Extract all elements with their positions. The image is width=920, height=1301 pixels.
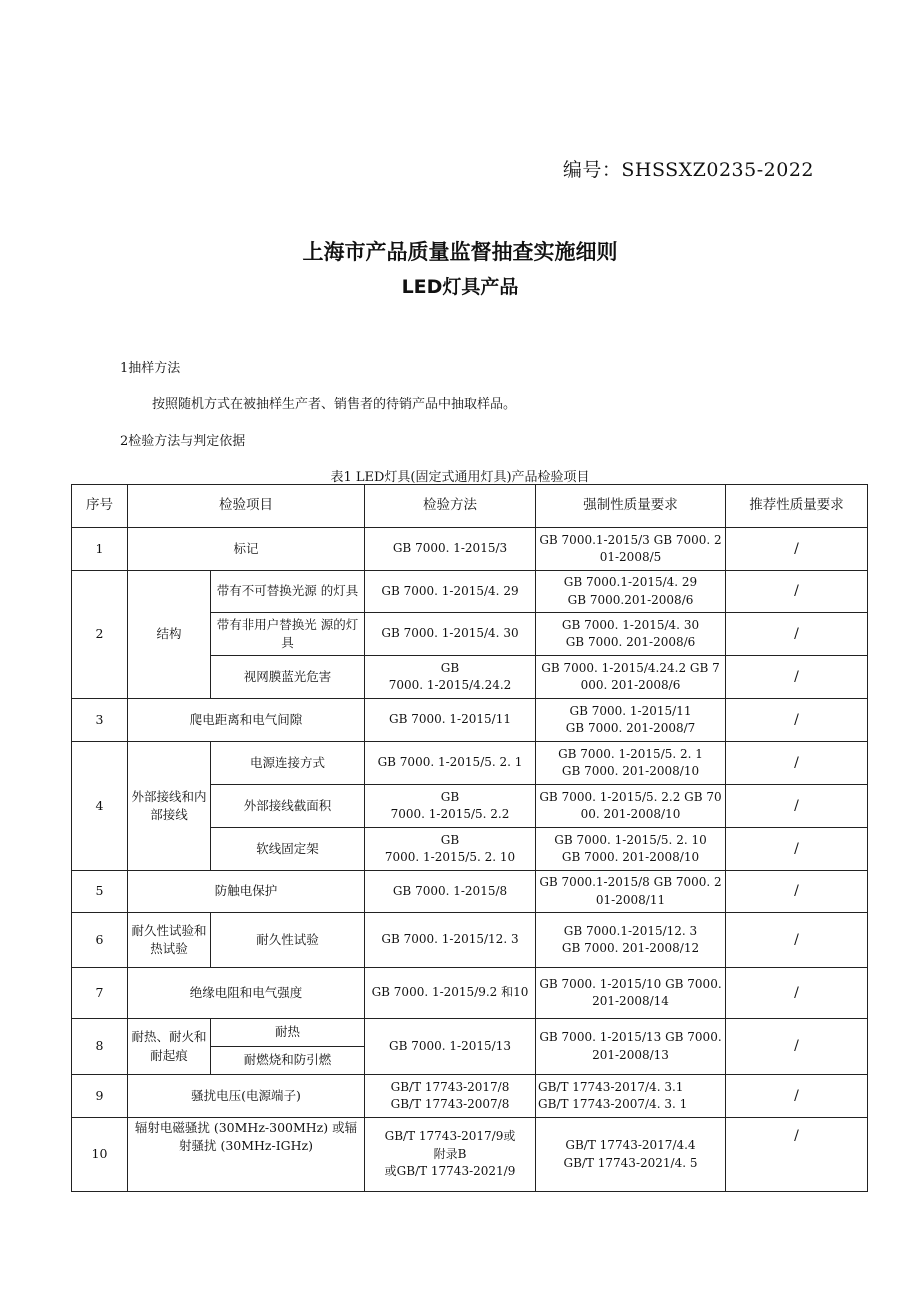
recommended-requirement: / [726,699,868,742]
section-2-heading: 2检验方法与判定依据 [120,434,246,449]
item-group: 外部接线和内部接线 [128,742,211,871]
requirement-line: GB 7000. 201-2008/12 [561,941,700,955]
row-number: 1 [72,528,128,571]
method [365,1075,536,1118]
mandatory-requirement [536,613,726,656]
table-row [72,968,868,1019]
mandatory-requirement [536,742,726,785]
table-row [72,1019,868,1047]
header-mandatory: 强制性质量要求 [536,485,726,528]
document-title: 上海市产品质量监督抽查实施细则 [302,240,618,264]
sub-item: 带有非用户替换光 源的灯具 [211,613,365,656]
sub-item: 电源连接方式 [211,742,365,785]
method: GB 7000. 1-2015/3 [365,528,536,571]
method [365,656,536,699]
item-name: 绝缘电阻和电气强度 [128,968,365,1019]
method: GB 7000. 1-2015/8 [365,871,536,913]
requirement-line: GB 7000. 1-2015/5. 2. 10 [554,832,707,847]
section-1-heading: 1抽样方法 [120,361,181,376]
method-line: 7000. 1-2015/5. 2. 10 [384,850,516,864]
method-line: GB/T 17743-2007/8 [390,1097,510,1111]
mandatory-requirement: GB 7000. 1-2015/4.24.2 GB 7000. 201-2008/6 [536,656,726,699]
requirement-line: GB 7000.1-2015/4. 29 [563,575,698,590]
item-group: 耐热、耐火和耐起痕 [128,1019,211,1075]
item-group: 结构 [128,571,211,699]
item-name: 防触电保护 [128,871,365,913]
method: GB 7000. 1-2015/4. 29 [365,571,536,613]
recommended-requirement: / [726,571,868,613]
method-line: 附录B [433,1146,467,1161]
row-number: 10 [72,1118,128,1192]
method-line: GB [440,660,460,675]
method [365,828,536,871]
requirement-line: GB 7000. 1-2015/4. 30 [561,617,700,632]
recommended-requirement: / [726,913,868,968]
recommended-requirement: / [726,785,868,828]
mandatory-requirement: GB 7000. 1-2015/5. 2.2 GB 7000. 201-2008/10 [536,785,726,828]
header-item: 检验项目 [128,485,365,528]
table-row [72,742,868,785]
document-number: 编号：SHSSXZ0235-2022 [562,159,814,181]
recommended-requirement: / [726,1075,868,1118]
document-subtitle: LED灯具产品 [401,276,519,298]
item-name: 爬电距离和电气间隙 [128,699,365,742]
requirement-line: GB/T 17743-2017/4. 3.1 [538,1079,684,1094]
inspection-items-table [71,484,868,1192]
method [365,785,536,828]
method-line: GB [440,789,460,804]
recommended-requirement: / [726,742,868,785]
row-number: 9 [72,1075,128,1118]
method-line: GB/T 17743-2017/8 [390,1079,510,1094]
recommended-requirement: / [726,528,868,571]
table-row [72,699,868,742]
table-caption: 表1 LED灯具(固定式通用灯具)产品检验项目 [330,470,590,485]
method-line: 或GB/T 17743-2021/9 [384,1164,516,1179]
requirement-line: GB 7000.1-2015/12. 3 [563,923,698,938]
row-number: 2 [72,571,128,699]
method [365,1118,536,1192]
row-number: 5 [72,871,128,913]
table-row [72,571,868,613]
table-row [72,528,868,571]
sub-item: 视网膜蓝光危害 [211,656,365,699]
method-line: GB/T 17743-2017/9或 [384,1129,516,1144]
row-number: 6 [72,913,128,968]
requirement-line: GB 7000. 201-2008/10 [561,850,700,864]
sub-item: 耐燃烧和防引燃 [211,1047,365,1075]
table-row [72,871,868,913]
requirement-line: GB/T 17743-2007/4. 3. 1 [538,1097,688,1111]
mandatory-requirement [536,1075,726,1118]
requirement-line: GB 7000. 1-2015/11 [569,703,692,718]
sub-item: 软线固定架 [211,828,365,871]
method: GB 7000. 1-2015/9.2 和10 [365,968,536,1019]
method: GB 7000. 1-2015/5. 2. 1 [365,742,536,785]
mandatory-requirement: GB 7000. 1-2015/10 GB 7000. 201-2008/14 [536,968,726,1019]
section-1-text: 按照随机方式在被抽样生产者、销售者的待销产品中抽取样品。 [152,397,517,412]
table-row [72,913,868,968]
sub-item: 耐热 [211,1019,365,1047]
recommended-requirement: / [726,828,868,871]
header-method: 检验方法 [365,485,536,528]
mandatory-requirement [536,828,726,871]
mandatory-requirement [536,1118,726,1192]
table-header-row [72,485,868,528]
table-row [72,1118,868,1192]
requirement-line: GB/T 17743-2017/4.4 [565,1138,696,1153]
sub-item: 带有不可替换光源 的灯具 [211,571,365,613]
recommended-requirement: / [726,1118,868,1192]
recommended-requirement: / [726,871,868,913]
sub-item: 耐久性试验 [211,913,365,968]
requirement-line: GB 7000. 201-2008/6 [565,635,696,649]
requirement-line: GB/T 17743-2021/4. 5 [563,1155,698,1170]
mandatory-requirement: GB 7000. 1-2015/13 GB 7000.201-2008/13 [536,1019,726,1075]
item-group: 耐久性试验和热试验 [128,913,211,968]
method: GB 7000. 1-2015/11 [365,699,536,742]
header-no: 序号 [72,485,128,528]
requirement-line: GB 7000. 1-2015/5. 2. 1 [558,746,703,761]
requirement-line: GB 7000. 201-2008/10 [561,764,700,778]
item-name: 标记 [128,528,365,571]
method-line: 7000. 1-2015/5. 2.2 [390,807,510,821]
method-line: 7000. 1-2015/4.24.2 [388,678,512,692]
table-row [72,1075,868,1118]
mandatory-requirement: GB 7000.1-2015/8 GB 7000. 201-2008/11 [536,871,726,913]
method: GB 7000. 1-2015/4. 30 [365,613,536,656]
row-number: 7 [72,968,128,1019]
row-number: 8 [72,1019,128,1075]
item-name: 骚扰电压(电源端子) [128,1075,365,1118]
recommended-requirement: / [726,613,868,656]
recommended-requirement: / [726,1019,868,1075]
method: GB 7000. 1-2015/12. 3 [365,913,536,968]
method-line: GB [440,832,460,847]
mandatory-requirement [536,699,726,742]
row-number: 3 [72,699,128,742]
mandatory-requirement [536,571,726,613]
method: GB 7000. 1-2015/13 [365,1019,536,1075]
requirement-line: GB 7000.201-2008/6 [567,592,694,607]
row-number: 4 [72,742,128,871]
requirement-line: GB 7000. 201-2008/7 [565,721,696,735]
sub-item: 外部接线截面积 [211,785,365,828]
header-recommended: 推荐性质量要求 [726,485,868,528]
item-name: 辐射电磁骚扰 (30MHz-300MHz) 或辐射骚扰 (30MHz-IGHz) [128,1118,365,1192]
mandatory-requirement: GB 7000.1-2015/3 GB 7000. 201-2008/5 [536,528,726,571]
recommended-requirement: / [726,968,868,1019]
recommended-requirement: / [726,656,868,699]
mandatory-requirement [536,913,726,968]
